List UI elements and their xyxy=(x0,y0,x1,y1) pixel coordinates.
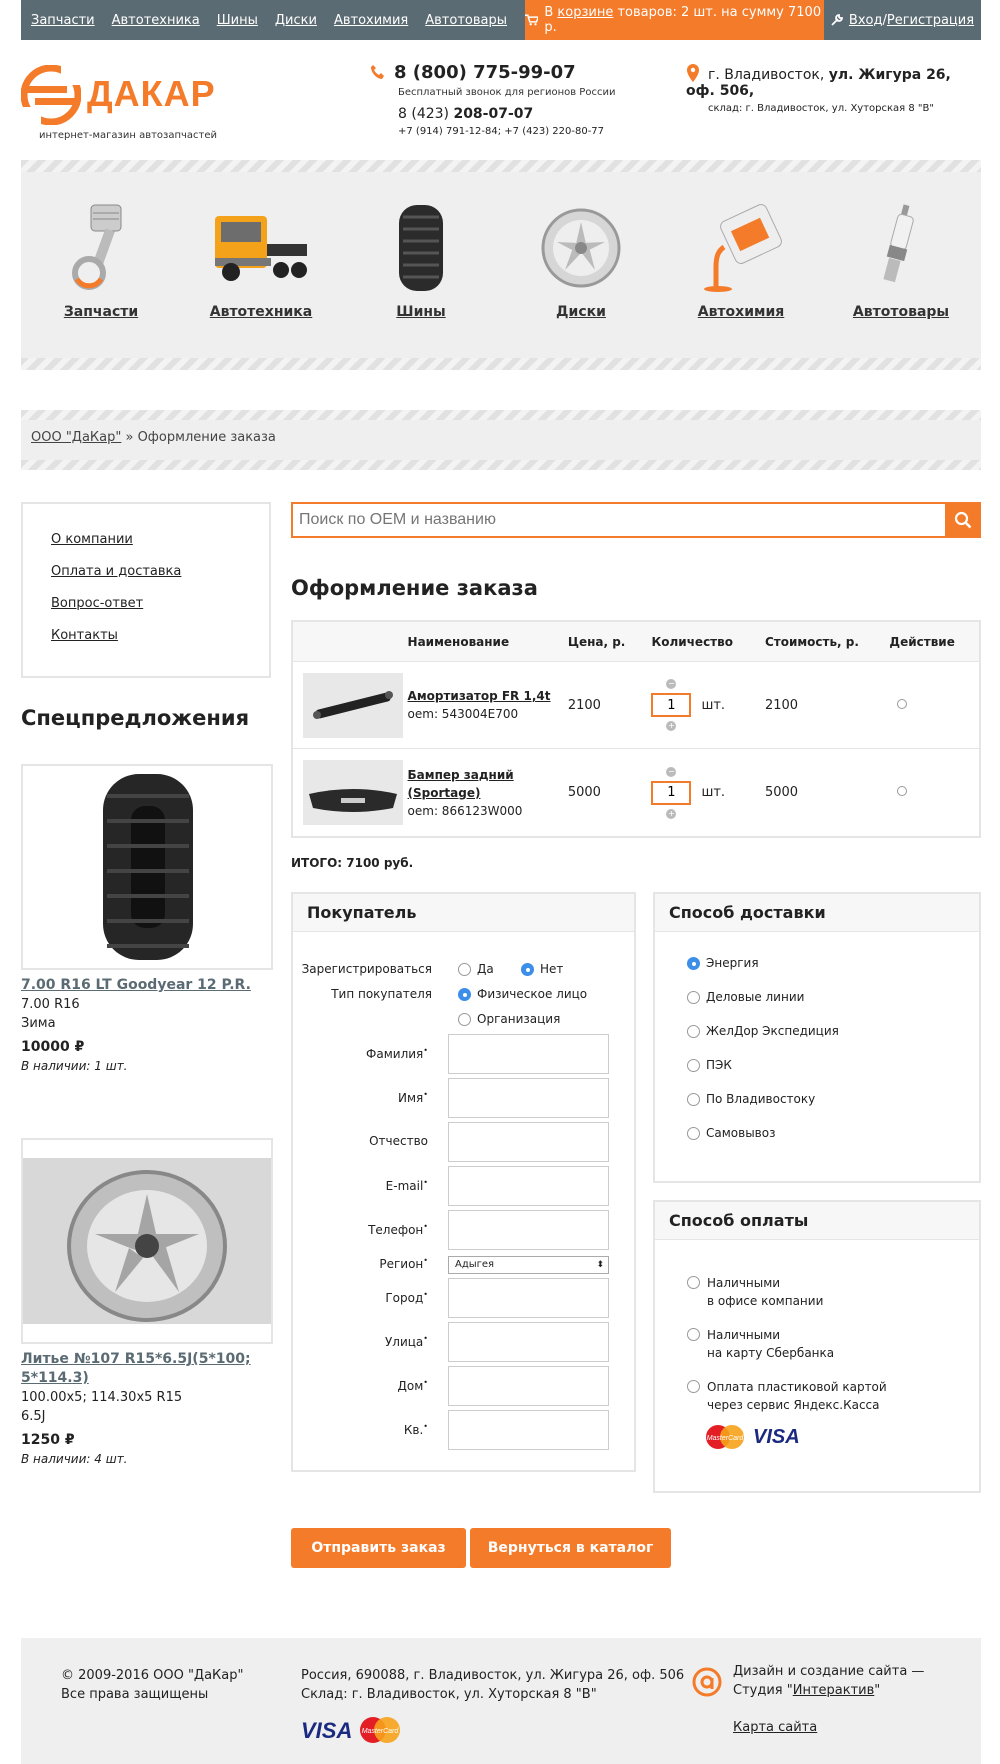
phone-label: Телефон xyxy=(368,1223,424,1237)
payment-option-label: Оплата пластиковой картой xyxy=(707,1380,887,1394)
wrench-icon xyxy=(831,14,843,26)
sidemenu-faq[interactable]: Вопрос-ответ xyxy=(51,596,144,611)
apartment-input[interactable] xyxy=(448,1410,609,1450)
product-name[interactable]: Бампер задний (Sportage) xyxy=(407,767,514,800)
phone-icon xyxy=(370,64,386,80)
phone-note: Бесплатный звонок для регионов России xyxy=(398,87,616,98)
special-name[interactable]: 7.00 R16 LT Goodyear 12 P.R. xyxy=(21,977,251,993)
patronymic-input[interactable] xyxy=(448,1122,609,1162)
patronymic-label: Отчество xyxy=(369,1134,428,1148)
breadcrumb xyxy=(21,410,981,470)
special-price: 1250 ₽ xyxy=(21,1432,75,1448)
radio-icon xyxy=(687,1380,700,1393)
radio-icon xyxy=(458,1013,471,1026)
specials-title: Спецпредложения xyxy=(21,706,250,730)
back-to-catalog-button[interactable]: Вернуться в каталог xyxy=(470,1528,671,1568)
category-avtohimiya[interactable] xyxy=(661,200,821,320)
studio-logo-icon xyxy=(691,1666,723,1698)
cart-icon xyxy=(525,14,538,26)
footer-rights: Все права защищены xyxy=(61,1687,209,1702)
cart-table xyxy=(291,620,981,838)
svg-text:MasterCard: MasterCard xyxy=(706,1435,744,1442)
qty-unit: шт. xyxy=(701,697,726,713)
footer xyxy=(21,1638,981,1764)
phone-second xyxy=(398,106,615,122)
mastercard-logo xyxy=(705,1424,745,1450)
field-label: Телефон• xyxy=(368,1222,428,1237)
house-input[interactable] xyxy=(448,1366,609,1406)
topnav-avtohimiya[interactable]: Автохимия xyxy=(333,12,409,28)
rim-icon xyxy=(539,206,623,290)
breadcrumb-current: Оформление заказа xyxy=(137,430,276,445)
table-row xyxy=(293,749,979,836)
phone-input[interactable] xyxy=(448,1210,609,1250)
top-nav xyxy=(21,0,525,40)
login-link[interactable]: Вход xyxy=(848,12,883,28)
delivery-option-label: Самовывоз xyxy=(706,1126,776,1140)
product-thumbnail[interactable] xyxy=(303,673,403,738)
cart-link[interactable]: корзине xyxy=(557,5,614,20)
radio-icon xyxy=(687,1025,700,1038)
radio-icon xyxy=(687,1127,700,1140)
firstname-input[interactable] xyxy=(448,1078,609,1118)
product-oem: oem: 543004E700 xyxy=(407,707,519,721)
payment-option[interactable] xyxy=(687,1274,823,1310)
qty-decrease-button[interactable]: − xyxy=(668,766,675,776)
bumper-image xyxy=(303,760,403,825)
footer-design: Дизайн и создание сайта — xyxy=(733,1664,925,1679)
payment-option-label: Наличными xyxy=(707,1328,781,1342)
special-line: 100.00x5; 114.30x5 R15 xyxy=(21,1390,183,1405)
category-label: Шины xyxy=(396,304,446,320)
register-no[interactable] xyxy=(521,962,563,976)
lastname-label: Фамилия xyxy=(366,1047,424,1061)
apartment-label: Кв. xyxy=(403,1423,424,1437)
phone-main[interactable]: 8 (800) 775-99-07 xyxy=(394,62,576,83)
product-name[interactable]: Амортизатор FR 1,4t xyxy=(407,689,551,703)
special-line: Зима xyxy=(21,1016,56,1031)
submit-order-button[interactable]: Отправить заказ xyxy=(291,1528,466,1568)
delivery-title: Способ доставки xyxy=(655,894,979,932)
payment-option[interactable] xyxy=(687,1326,834,1362)
phone-second-number[interactable]: 208-07-07 xyxy=(453,106,534,122)
type-person[interactable] xyxy=(458,987,587,1001)
topnav-avtotehnika[interactable]: Автотехника xyxy=(111,12,200,28)
mastercard-logo xyxy=(358,1716,402,1744)
city-label: Город xyxy=(385,1291,424,1305)
address-block xyxy=(686,64,981,114)
page-title: Оформление заказа xyxy=(291,576,538,600)
category-label: Диски xyxy=(556,304,606,320)
register-yes[interactable] xyxy=(458,962,494,976)
stripe-bottom xyxy=(21,460,981,470)
product-oem: oem: 866123W000 xyxy=(407,803,523,818)
qty-unit: шт. xyxy=(701,785,726,800)
qty-increase-button[interactable]: + xyxy=(668,721,675,730)
field-label: Улица• xyxy=(384,1334,428,1349)
payment-title: Способ оплаты xyxy=(655,1202,979,1240)
special-image[interactable] xyxy=(21,1138,273,1344)
special-price: 10000 ₽ xyxy=(21,1039,85,1055)
topnav-diski[interactable]: Диски xyxy=(274,12,317,28)
piston-icon xyxy=(61,203,141,293)
col-qty: Количество xyxy=(651,634,733,649)
qty-increase-button[interactable]: + xyxy=(668,808,675,818)
col-price: Цена, р. xyxy=(567,634,626,649)
product-cost: 5000 xyxy=(764,785,799,800)
city-input[interactable] xyxy=(448,1278,609,1318)
sitemap-link[interactable]: Карта сайта xyxy=(733,1720,818,1735)
payment-option-sublabel: на карту Сбербанка xyxy=(707,1346,835,1360)
payment-panel xyxy=(653,1200,981,1493)
product-price: 5000 xyxy=(567,785,601,800)
category-panel xyxy=(21,160,981,370)
radio-icon xyxy=(687,1059,700,1072)
cart-prefix: В xyxy=(544,5,558,20)
category-zapchasti[interactable] xyxy=(21,200,181,320)
radio-checked-icon xyxy=(687,957,700,970)
cart-summary xyxy=(525,0,824,40)
buyer-type-label: Тип покупателя xyxy=(331,987,432,1001)
search-button[interactable] xyxy=(945,502,981,538)
auth-separator: / xyxy=(882,12,887,28)
search-bar xyxy=(291,502,981,538)
category-shiny[interactable] xyxy=(341,200,501,320)
type-org[interactable] xyxy=(458,1012,560,1026)
header xyxy=(21,60,981,150)
special-line: 6.5J xyxy=(21,1409,46,1424)
field-label: E-mail• xyxy=(385,1178,428,1193)
field-label: Город• xyxy=(385,1290,428,1305)
topnav-zapchasti[interactable]: Запчасти xyxy=(31,12,95,28)
product-thumbnail[interactable] xyxy=(303,760,403,825)
category-diski[interactable] xyxy=(501,200,661,320)
breadcrumb-separator: » xyxy=(121,430,138,445)
radio-checked-icon xyxy=(521,963,534,976)
sidemenu-contacts[interactable]: Контакты xyxy=(51,628,118,643)
svg-text:MasterCard: MasterCard xyxy=(362,1728,399,1735)
category-label: Запчасти xyxy=(63,304,139,320)
delivery-option[interactable] xyxy=(687,1024,839,1038)
rim-image xyxy=(23,1140,271,1342)
field-label: Фамилия• xyxy=(366,1046,428,1061)
sidemenu-payment-delivery[interactable]: Оплата и доставка xyxy=(51,564,182,579)
truck-icon xyxy=(211,208,311,288)
col-name: Наименование xyxy=(407,634,510,649)
street-label: Улица xyxy=(384,1335,424,1349)
special-item xyxy=(21,1138,273,1466)
register-yes-label: Да xyxy=(477,962,494,976)
qty-input[interactable] xyxy=(651,781,691,805)
sidemenu-about[interactable]: О компании xyxy=(51,532,133,547)
logo-brand: ДАКАР xyxy=(87,73,216,114)
studio-prefix: Студия " xyxy=(733,1683,793,1698)
delivery-option-label: По Владивостоку xyxy=(706,1092,816,1106)
address-city: г. Владивосток, xyxy=(708,67,829,83)
category-label: Автотехника xyxy=(209,304,313,320)
top-bar xyxy=(21,0,981,40)
delivery-option-label: ЖелДор Экспедиция xyxy=(706,1024,839,1038)
footer-warehouse: Склад: г. Владивосток, ул. Хуторская 8 "В" xyxy=(301,1687,597,1702)
field-label: Дом• xyxy=(397,1378,428,1393)
radio-icon xyxy=(687,1276,700,1289)
tire-icon xyxy=(393,203,449,293)
category-avtotovary[interactable] xyxy=(821,200,981,320)
address-warehouse: склад: г. Владивосток, ул. Хуторская 8 "В" xyxy=(708,103,934,114)
spark-plug-icon xyxy=(876,203,926,293)
field-label: Кв.• xyxy=(403,1422,428,1437)
special-availability: В наличии: 4 шт. xyxy=(21,1452,128,1466)
oil-can-icon xyxy=(696,203,786,293)
delivery-option-label: Энергия xyxy=(706,956,759,970)
tire-image xyxy=(23,766,271,968)
type-person-label: Физическое лицо xyxy=(477,987,588,1001)
category-label: Автохимия xyxy=(697,304,785,320)
visa-logo: VISA xyxy=(301,1717,353,1743)
region-label: Регион xyxy=(379,1257,424,1271)
breadcrumb-home[interactable]: ООО "ДаКар" xyxy=(31,430,122,445)
shock-absorber-image xyxy=(303,673,403,738)
order-total: ИТОГО: 7100 руб. xyxy=(291,856,414,870)
radio-checked-icon xyxy=(458,988,471,1001)
field-label: Имя• xyxy=(398,1090,428,1105)
delivery-option[interactable] xyxy=(687,990,804,1004)
footer-payment-logos xyxy=(301,1716,684,1744)
type-org-label: Организация xyxy=(477,1012,561,1026)
firstname-label: Имя xyxy=(398,1091,424,1105)
street-input[interactable] xyxy=(448,1322,609,1362)
qty-input[interactable] xyxy=(651,693,691,717)
phones-block xyxy=(370,62,615,137)
field-label xyxy=(369,1134,428,1148)
stripe-top xyxy=(21,410,981,420)
delivery-option[interactable] xyxy=(687,956,759,970)
stripe-bottom xyxy=(21,358,981,370)
footer-address: Россия, 690088, г. Владивосток, ул. Жигура 26, оф. 506 xyxy=(301,1668,685,1683)
payment-option[interactable] xyxy=(687,1378,887,1414)
topnav-avtotovary[interactable]: Автотовары xyxy=(425,12,508,28)
col-cost: Стоимость, р. xyxy=(764,634,859,649)
remove-icon[interactable] xyxy=(897,699,907,709)
auth-links xyxy=(824,13,981,28)
buyer-panel xyxy=(291,892,636,1472)
email-label: E-mail xyxy=(385,1179,424,1193)
side-menu xyxy=(21,502,271,678)
radio-icon xyxy=(687,991,700,1004)
search-input[interactable] xyxy=(293,504,933,536)
logo-tagline: интернет-магазин автозапчастей xyxy=(39,130,218,141)
region-value: Адыгея xyxy=(455,1259,495,1270)
radio-icon xyxy=(458,963,471,976)
category-avtotehnika[interactable] xyxy=(181,200,341,320)
register-no-label: Нет xyxy=(540,962,564,976)
logo-icon xyxy=(21,65,81,125)
special-name[interactable]: Литье №107 R15*6.5J(5*100; 5*114.3) xyxy=(21,1351,251,1386)
special-availability: В наличии: 1 шт. xyxy=(21,1059,128,1073)
footer-copyright: © 2009-2016 ООО "ДаКар" xyxy=(61,1668,244,1683)
special-item xyxy=(21,764,273,1073)
product-price: 2100 xyxy=(567,697,601,713)
house-label: Дом xyxy=(397,1379,424,1393)
delivery-option[interactable] xyxy=(687,1126,775,1140)
special-image[interactable] xyxy=(21,764,273,970)
special-line: 7.00 R16 xyxy=(21,997,80,1012)
radio-icon xyxy=(687,1093,700,1106)
location-pin-icon xyxy=(686,64,700,82)
delivery-panel xyxy=(653,892,981,1183)
region-select[interactable] xyxy=(448,1256,609,1274)
register-label: Зарегистрироваться xyxy=(301,962,432,976)
product-cost: 2100 xyxy=(764,697,799,713)
buyer-title: Покупатель xyxy=(293,894,634,932)
payment-option-label: Наличными xyxy=(707,1276,781,1290)
remove-icon[interactable] xyxy=(897,786,907,796)
table-header xyxy=(293,622,979,662)
payment-option-sublabel: через сервис Яндекс.Касса xyxy=(707,1398,880,1412)
topnav-shiny[interactable]: Шины xyxy=(216,12,258,28)
visa-logo: VISA xyxy=(753,1425,800,1448)
delivery-option[interactable] xyxy=(687,1092,815,1106)
address-street: ул. Жигура 26, оф. 506, xyxy=(686,67,951,99)
payment-logos xyxy=(705,1424,800,1450)
select-arrows-icon: ⬍ xyxy=(596,1260,604,1270)
field-label: Регион• xyxy=(379,1256,428,1271)
delivery-option-label: Деловые линии xyxy=(706,990,805,1004)
col-action: Действие xyxy=(889,634,955,649)
phone-other: +7 (914) 791-12-84; +7 (423) 220-80-77 xyxy=(398,126,605,137)
category-label: Автотовары xyxy=(852,304,950,320)
register-link[interactable]: Регистрация xyxy=(886,12,975,28)
radio-icon xyxy=(687,1328,700,1341)
delivery-option[interactable] xyxy=(687,1058,732,1072)
table-row xyxy=(293,662,979,749)
search-icon xyxy=(954,511,972,529)
cart-suffix: товаров: 2 шт. на сумму 7100 р. xyxy=(544,5,822,35)
email-input[interactable] xyxy=(448,1166,609,1206)
payment-option-sublabel: в офисе компании xyxy=(707,1294,824,1308)
studio-suffix: " xyxy=(874,1683,881,1698)
lastname-input[interactable] xyxy=(448,1034,609,1074)
studio-link[interactable]: Интерактив xyxy=(792,1683,875,1698)
delivery-option-label: ПЭК xyxy=(706,1058,732,1072)
phone-second-prefix: 8 (423) xyxy=(398,106,454,122)
qty-decrease-button[interactable]: − xyxy=(668,679,675,688)
stripe-top xyxy=(21,160,981,172)
